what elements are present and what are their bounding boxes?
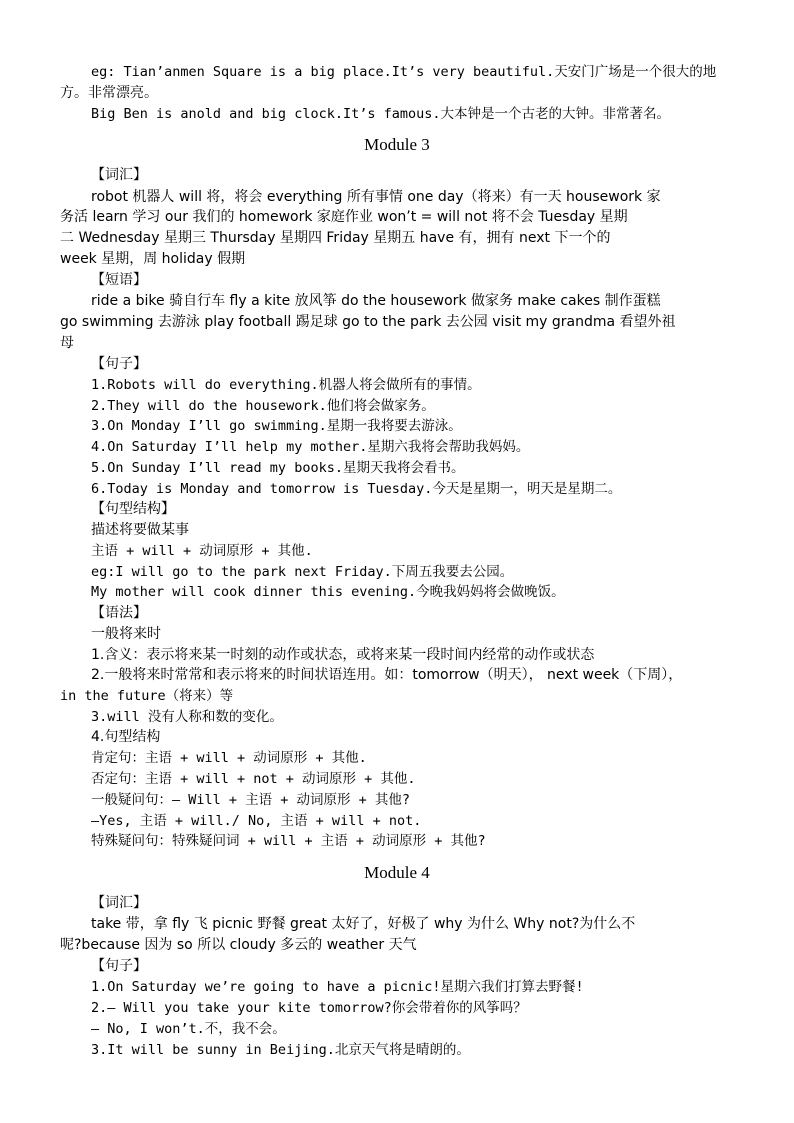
m3-grammar-line-8: 否定句：主语 + will + not + 动词原形 + 其他. — [91, 771, 416, 787]
m3-sentence-1: 1.Robots will do everything.机器人将会做所有的事情。 — [91, 377, 481, 393]
intro-line-1: eg: Tian’anmen Square is a big place.It’s very beautiful.天安门广场是一个很大的地 — [91, 64, 717, 80]
m3-grammar-line-9: 一般疑问句：— Will + 主语 + 动词原形 + 其他? — [91, 792, 411, 808]
m3-grammar-line-4: in the future（将来）等 — [60, 688, 234, 704]
m3-sentence-5: 5.On Sunday I’ll read my books.星期天我将会看书。 — [91, 460, 465, 476]
m3-structure-line-3: eg:I will go to the park next Friday.下周五我要去公园。 — [91, 564, 514, 580]
m3-sentence-2: 2.They will do the housework.他们将会做家务。 — [91, 398, 435, 414]
m4-sentence-2: 2.— Will you take your kite tomorrow?你会带着你的风筝吗？ — [91, 1000, 527, 1016]
intro-line-3: Big Ben is anold and big clock.It’s famous.大本钟是一个古老的大钟。非常著名。 — [91, 106, 670, 122]
m4-vocab-heading: 【词汇】 — [91, 895, 147, 911]
m3-structure-heading: 【句型结构】 — [91, 501, 175, 517]
m3-grammar-line-6: 4.句型结构 — [91, 729, 161, 745]
m4-sentence-heading: 【句子】 — [91, 958, 147, 974]
m3-grammar-line-1: 一般将来时 — [91, 626, 161, 642]
module-4-title: Module 4 — [364, 863, 430, 882]
m3-vocab-line-4: week 星期，周 holiday 假期 — [60, 251, 246, 267]
m3-structure-line-1: 描述将要做某事 — [91, 522, 189, 538]
m3-vocab-line-2: 务活 learn 学习 our 我们的 homework 家庭作业 won’t = will not 将不会 Tuesday 星期 — [60, 209, 628, 225]
m3-grammar-line-5: 3.will 没有人称和数的变化。 — [91, 709, 283, 725]
module-3-title: Module 3 — [364, 135, 430, 154]
m3-sentence-4: 4.On Saturday I’ll help my mother.星期六我将会帮助我妈妈。 — [91, 439, 530, 455]
m3-vocab-line-3: 二 Wednesday 星期三 Thursday 星期四 Friday 星期五 have 有，拥有 next 下一个的 — [60, 230, 611, 246]
m4-vocab-line-1: take 带，拿 fly 飞 picnic 野餐 great 太好了，好极了 why 为什么 Why not?为什么不 — [91, 916, 636, 932]
m3-vocab-heading: 【词汇】 — [91, 167, 147, 183]
m3-sentence-6: 6.Today is Monday and tomorrow is Tuesday.今天是星期一，明天是星期二。 — [91, 481, 622, 497]
m3-grammar-line-10: —Yes, 主语 + will./ No, 主语 + will + not. — [91, 813, 422, 829]
m3-structure-line-2: 主语 + will + 动词原形 + 其他. — [91, 543, 313, 559]
m4-sentence-4: 3.It will be sunny in Beijing.北京天气将是晴朗的。 — [91, 1042, 470, 1058]
m3-phrase-line-2: go swimming 去游泳 play football 踢足球 go to the park 去公园 visit my grandma 看望外祖 — [60, 314, 676, 330]
m4-vocab-line-2: 呢?because 因为 so 所以 cloudy 多云的 weather 天气 — [60, 937, 417, 953]
m3-grammar-heading: 【语法】 — [91, 605, 147, 621]
m4-sentence-3: — No, I won’t.不，我不会。 — [91, 1021, 286, 1037]
m3-phrase-heading: 【短语】 — [91, 272, 147, 288]
m4-sentence-1: 1.On Saturday we’re going to have a picnic!星期六我们打算去野餐! — [91, 979, 584, 995]
m3-grammar-line-7: 肯定句：主语 + will + 动词原形 + 其他. — [91, 750, 367, 766]
m3-phrase-line-3: 母 — [60, 335, 74, 351]
m3-grammar-line-3: 2.一般将来时常常和表示将来的时间状语连用。如：tomorrow（明天）， next week（下周）， — [91, 667, 683, 683]
intro-line-2: 方。非常漂亮。 — [60, 85, 158, 101]
m3-grammar-line-11: 特殊疑问句：特殊疑问词 + will + 主语 + 动词原形 + 其他? — [91, 833, 486, 849]
m3-vocab-line-1: robot 机器人 will 将，将会 everything 所有事情 one day（将来）有一天 housework 家 — [91, 189, 661, 205]
m3-grammar-line-2: 1.含义：表示将来某一时刻的动作或状态，或将来某一段时间内经常的动作或状态 — [91, 647, 595, 663]
m3-structure-line-4: My mother will cook dinner this evening.今晚我妈妈将会做晚饭。 — [91, 584, 565, 600]
m3-sentence-heading: 【句子】 — [91, 356, 147, 372]
m3-sentence-3: 3.On Monday I’ll go swimming.星期一我将要去游泳。 — [91, 418, 462, 434]
m3-phrase-line-1: ride a bike 骑自行车 fly a kite 放风筝 do the housework 做家务 make cakes 制作蛋糕 — [91, 293, 661, 309]
